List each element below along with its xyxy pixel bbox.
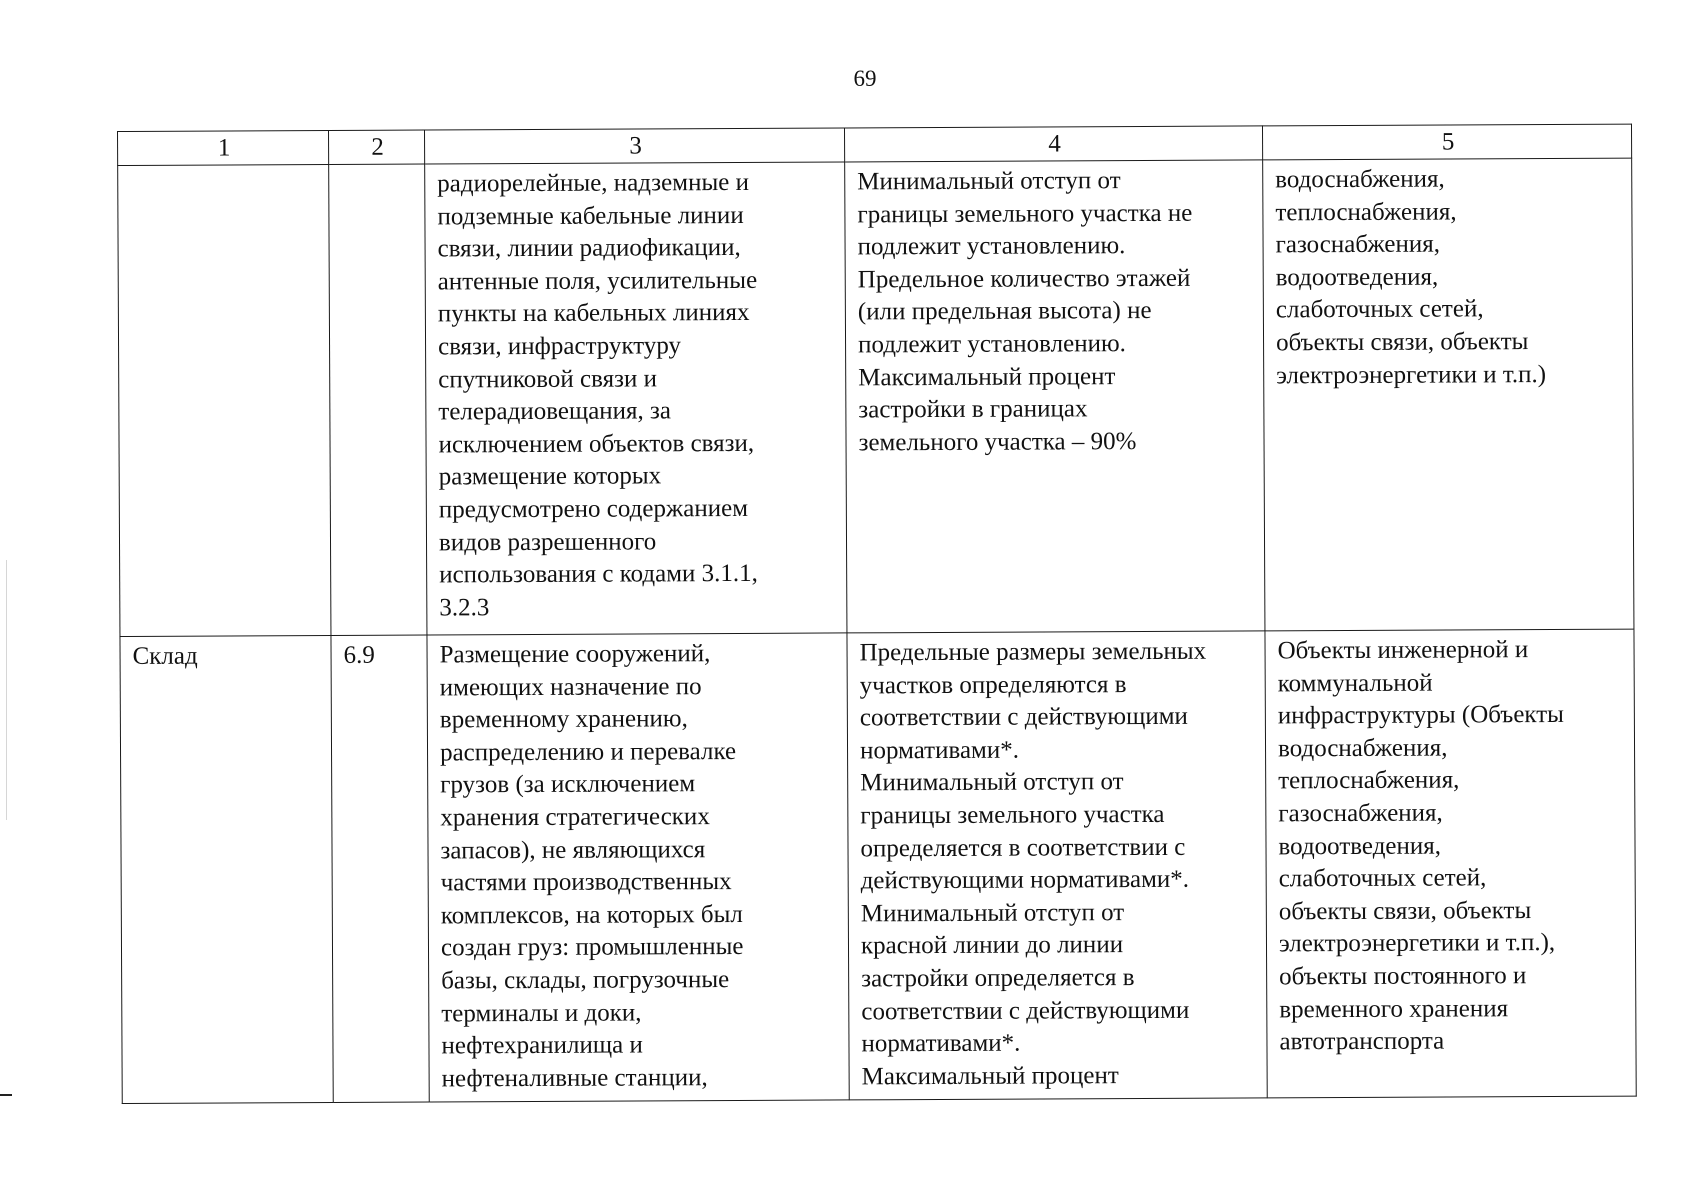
table-cell-auxiliary-uses: водоснабжения, теплоснабжения, газоснабжения, водоотведения, слаботочных сетей, объекты связи, объекты электроэнергетики и т.п.) [1263, 158, 1634, 631]
table-cell-use-type [118, 164, 331, 636]
scan-margin-mark [6, 560, 7, 820]
column-header: 5 [1262, 124, 1631, 160]
table-cell-description: Размещение сооружений, имеющих назначение по временному хранению, распределению и перевалке грузов (за исключением хранения стратегических запасов), не являющихся частями производственных комплексов, на которых был создан груз: промышленные базы, склады, погрузочные терминалы и доки, нефтехранилища и нефтеналивные станции, [427, 633, 849, 1102]
table-cell-parameters: Предельные размеры земельных участков определяются в соответствии с действующими нормативами*. Минимальный отступ от границы земельного участка определяется в соответствии с действующими нормативами*. Минимальный отступ от красной линии до линии застройки определяется в соответствии с действующими нормативами*. Максимальный процент [847, 631, 1267, 1100]
table-cell-code [329, 164, 427, 635]
table-row [120, 629, 1636, 1103]
scan-margin-dash [0, 1094, 12, 1096]
column-header: 3 [424, 128, 844, 164]
table-cell-auxiliary-uses: Объекты инженерной и коммунальной инфраструктуры (Объекты водоснабжения, теплоснабжения, газоснабжения, водоотведения, слаботочных сетей, объекты связи, объекты электроэнергетики и т.п.), объекты постоянного и временного хранения автотранспорта [1265, 629, 1636, 1098]
table-row [118, 158, 1634, 636]
page-number: 69 [853, 66, 877, 91]
column-header: 2 [328, 130, 424, 164]
table-cell-parameters: Минимальный отступ от границы земельного участка не подлежит установлению. Предельное количество этажей (или предельная высота) не подлежит установлению. Максимальный процент застройки в границах земельного участка – 90% [845, 160, 1265, 633]
land-use-table [117, 124, 1637, 1104]
table-cell-description: радиорелейные, надземные и подземные кабельные линии связи, линии радиофикации, антенные поля, усилительные пункты на кабельных линиях связи, инфраструктуру спутниковой связи и телерадиовещания, за исключением объектов связи, размещение которых предусмотрено содержанием видов разрешенного использования с кодами 3.1.1, 3.2.3 [425, 162, 847, 635]
column-header: 4 [844, 126, 1262, 162]
table-cell-code: 6.9 [331, 635, 429, 1102]
table-cell-use-type: Склад [120, 635, 333, 1103]
column-header: 1 [118, 130, 329, 165]
